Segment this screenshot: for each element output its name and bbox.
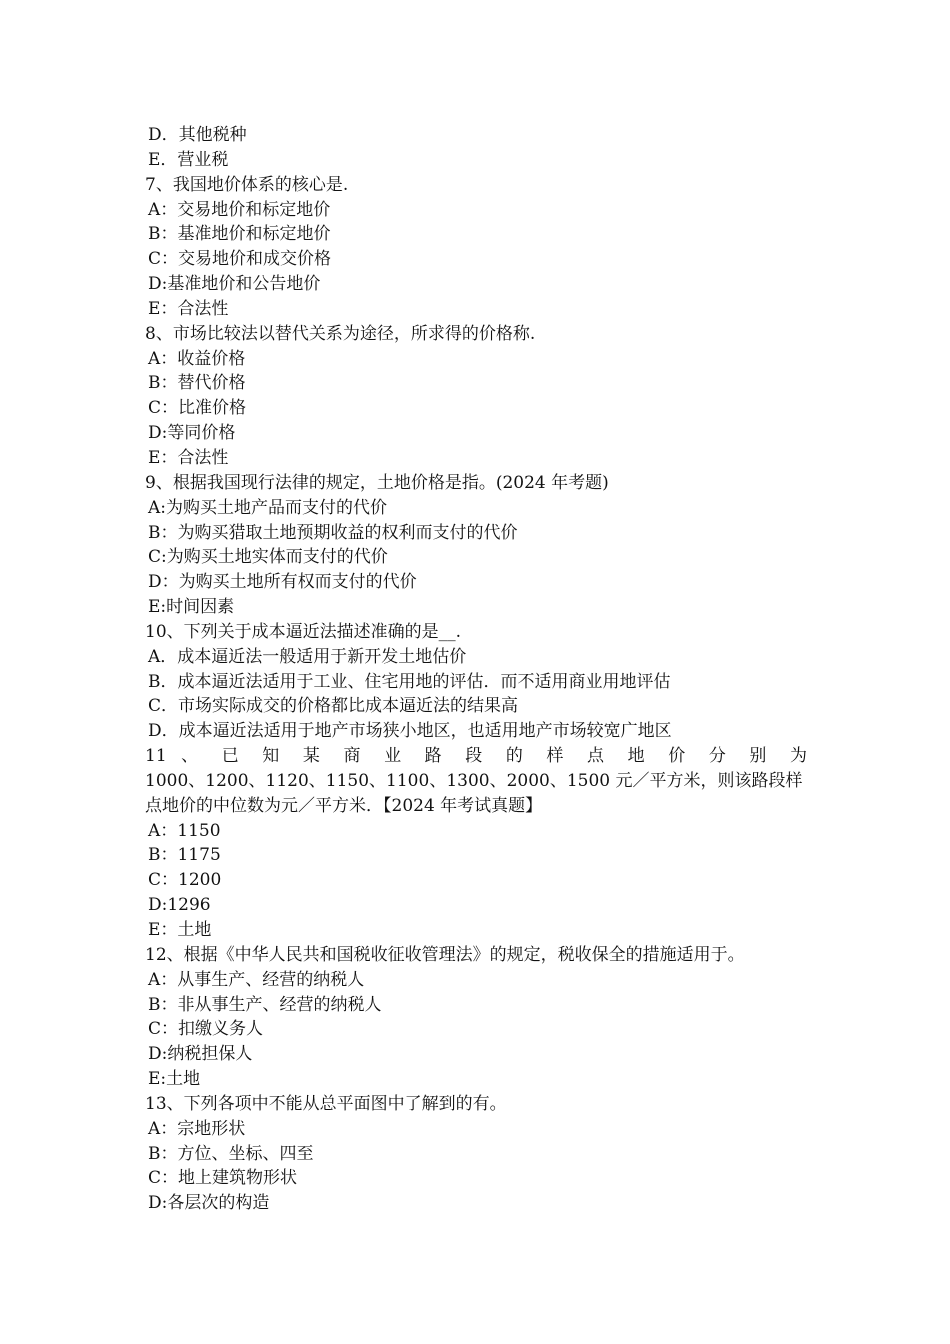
answer-option: C：地上建筑物形状 (148, 1168, 298, 1189)
question-text: 13、下列各项中不能从总平面图中了解到的有。 (145, 1093, 507, 1114)
question-text: 1000、1200、1120、1150、1100、1300、2000、1500 元／平方米，则该路段样 (145, 770, 803, 791)
answer-option: E:时间因素 (148, 597, 235, 618)
answer-option: C：比准价格 (148, 398, 247, 419)
answer-option: E：合法性 (148, 298, 229, 319)
answer-option: A：从事生产、经营的纳税人 (148, 969, 365, 990)
answer-option: A：收益价格 (148, 348, 246, 369)
answer-option: D．其他税种 (148, 125, 247, 145)
answer-option: A：1150 (148, 820, 221, 841)
document-body (145, 123, 807, 1216)
answer-option: D:各层次的构造 (148, 1193, 270, 1214)
question-text: 点地价的中位数为元／平方米．【2024 年考试真题】 (145, 795, 543, 816)
answer-option: E：合法性 (148, 447, 229, 468)
answer-option: A:为购买土地产品而支付的代价 (148, 497, 388, 518)
answer-option: A：交易地价和标定地价 (148, 199, 331, 220)
question-text: 11 、 已 知 某 商 业 路 段 的 样 点 地 价 分 别 为 (145, 746, 807, 767)
answer-option: B：替代价格 (148, 373, 246, 394)
answer-option: B．成本逼近法适用于工业、住宅用地的评估．而不适用商业用地评估 (148, 671, 671, 692)
answer-option: C:为购买土地实体而支付的代价 (148, 547, 388, 568)
answer-option: D:基准地价和公告地价 (148, 274, 321, 295)
answer-option: C：1200 (148, 870, 222, 891)
answer-option: D．成本逼近法适用于地产市场狭小地区，也适用地产市场较宽广地区 (148, 721, 672, 742)
answer-option: C．市场实际成交的价格都比成本逼近法的结果高 (148, 696, 519, 717)
answer-option: A：宗地形状 (148, 1118, 246, 1139)
answer-option: D：为购买土地所有权而支付的代价 (148, 572, 417, 593)
question-text: 7、我国地价体系的核心是. (145, 174, 349, 195)
answer-option: C：交易地价和成交价格 (148, 249, 332, 270)
answer-option: B：1175 (148, 845, 221, 866)
answer-option: B：方位、坐标、四至 (148, 1143, 314, 1164)
question-text: 10、下列关于成本逼近法描述准确的是__. (145, 621, 462, 642)
answer-option: D:1296 (148, 895, 211, 916)
answer-option: A．成本逼近法一般适用于新开发土地估价 (148, 646, 467, 667)
answer-option: B：为购买猎取土地预期收益的权利而支付的代价 (148, 522, 518, 543)
answer-option: E：土地 (148, 920, 212, 940)
answer-option: E．营业税 (148, 149, 229, 170)
answer-option: D:纳税担保人 (148, 1044, 253, 1065)
answer-option: C：扣缴义务人 (148, 1019, 264, 1040)
question-text: 9、根据我国现行法律的规定，土地价格是指。(2024 年考题) (145, 472, 609, 493)
answer-option: B：基准地价和标定地价 (148, 224, 331, 245)
question-text: 12、根据《中华人民共和国税收征收管理法》的规定，税收保全的措施适用于。 (145, 944, 745, 965)
answer-option: B：非从事生产、经营的纳税人 (148, 994, 382, 1015)
answer-option: D:等同价格 (148, 423, 236, 444)
question-text: 8、市场比较法以替代关系为途径，所求得的价格称. (145, 323, 536, 344)
answer-option: E:土地 (148, 1069, 201, 1090)
